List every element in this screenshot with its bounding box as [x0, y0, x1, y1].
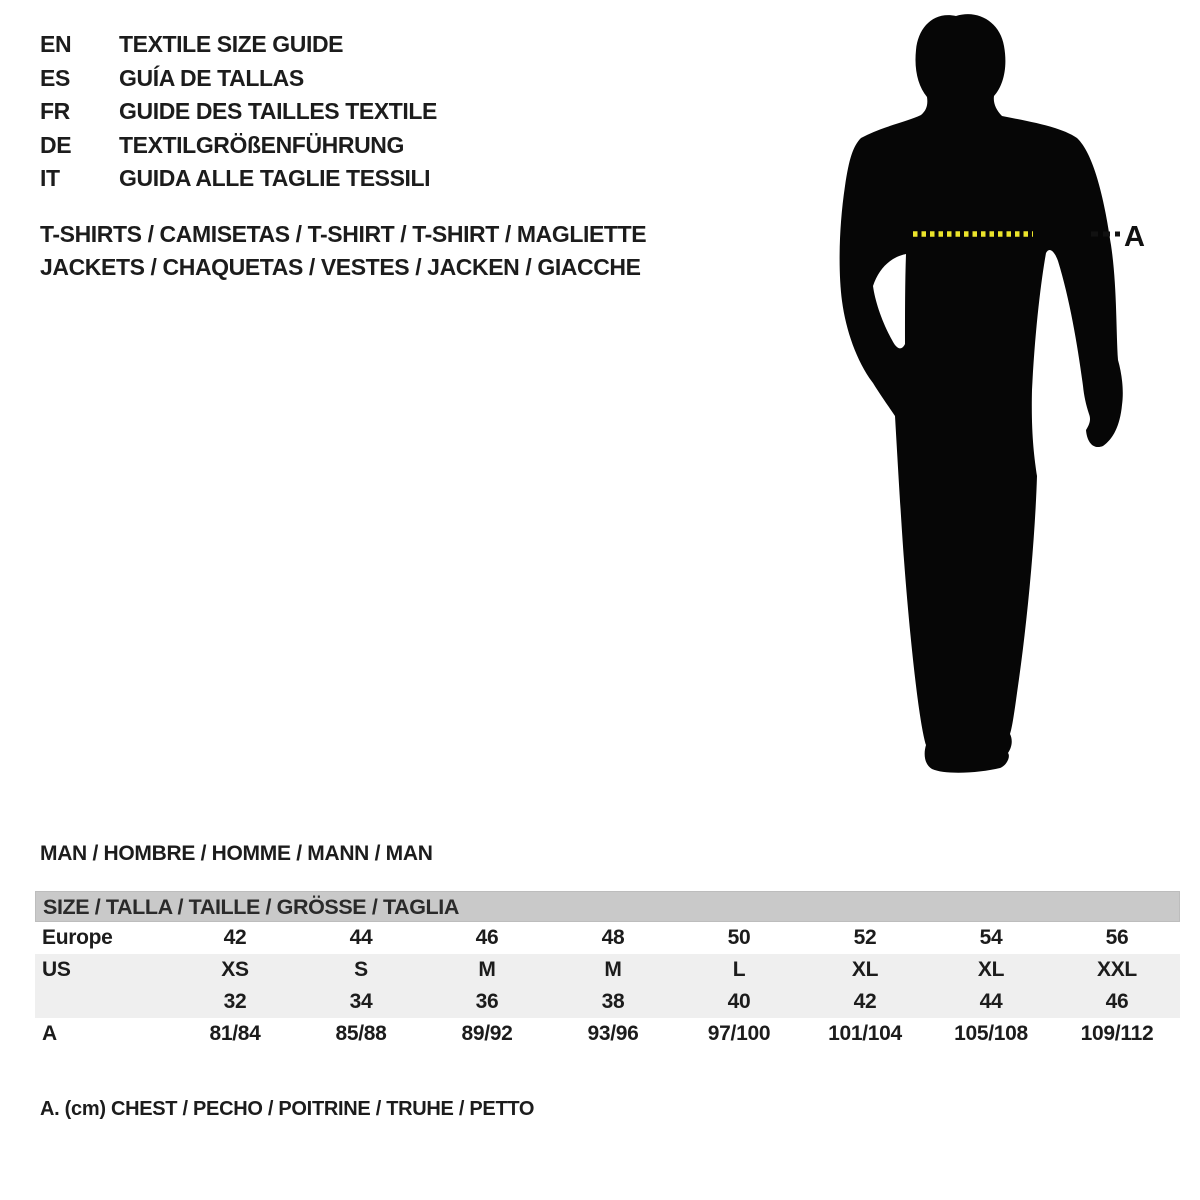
size-value: XL	[851, 958, 879, 981]
size-value: 101/104	[828, 1022, 902, 1045]
table-row	[35, 1018, 1180, 1050]
size-value: 36	[475, 990, 499, 1013]
language-code: ES	[40, 64, 70, 91]
size-table	[35, 891, 1180, 1050]
language-code: DE	[40, 131, 72, 158]
table-row	[35, 922, 1180, 954]
size-value: 89/92	[461, 1022, 513, 1045]
size-value: 93/96	[587, 1022, 639, 1045]
size-value: 40	[727, 990, 751, 1013]
size-value: M	[478, 958, 496, 981]
size-value: 34	[349, 990, 373, 1013]
size-value: 46	[475, 926, 499, 949]
size-value: 81/84	[209, 1022, 261, 1045]
size-value: 42	[853, 990, 877, 1013]
size-value: 85/88	[335, 1022, 387, 1045]
size-value: XL	[977, 958, 1005, 981]
language-title: GUIDE DES TAILLES TEXTILE	[119, 98, 437, 125]
measure-label-a: A	[1124, 221, 1145, 253]
size-value: 38	[601, 990, 625, 1013]
section-title-man: MAN / HOMBRE / HOMME / MANN / MAN	[40, 842, 433, 865]
size-value: 56	[1105, 926, 1129, 949]
size-value: 105/108	[954, 1022, 1028, 1045]
row-label: A	[42, 1022, 57, 1045]
category-line-tshirts: T-SHIRTS / CAMISETAS / T-SHIRT / T-SHIRT / MAGLIETTE	[40, 221, 647, 247]
language-row	[40, 28, 437, 62]
garment-categories	[40, 221, 646, 287]
language-row	[40, 62, 437, 96]
row-label: Europe	[42, 926, 113, 949]
man-silhouette-figure	[820, 0, 1200, 800]
category-line-jackets: JACKETS / CHAQUETAS / VESTES / JACKEN / GIACCHE	[40, 254, 641, 280]
language-title: TEXTILE SIZE GUIDE	[119, 31, 344, 58]
size-value: 44	[349, 926, 373, 949]
size-value: 44	[979, 990, 1003, 1013]
size-value: 32	[223, 990, 247, 1013]
size-value: M	[604, 958, 622, 981]
language-code: IT	[40, 165, 60, 192]
language-list	[40, 28, 437, 196]
language-title: TEXTILGRÖßENFÜHRUNG	[119, 131, 404, 158]
man-silhouette	[840, 14, 1123, 773]
size-table-rows	[35, 922, 1180, 1050]
language-title: GUÍA DE TALLAS	[119, 64, 304, 91]
measurement-footnote: A. (cm) CHEST / PECHO / POITRINE / TRUHE / PETTO	[40, 1098, 535, 1120]
size-value: 109/112	[1080, 1022, 1154, 1045]
language-code: EN	[40, 31, 72, 58]
size-value: 50	[727, 926, 751, 949]
size-value: 54	[979, 926, 1003, 949]
size-value: 46	[1105, 990, 1129, 1013]
size-value: 42	[223, 926, 247, 949]
size-value: S	[354, 958, 368, 981]
size-value: 48	[601, 926, 625, 949]
size-value: L	[732, 958, 746, 981]
language-row	[40, 162, 437, 196]
size-value: 52	[853, 926, 877, 949]
language-row	[40, 129, 437, 163]
table-row	[35, 954, 1180, 986]
language-row	[40, 95, 437, 129]
size-table-header: SIZE / TALLA / TAILLE / GRÖSSE / TAGLIA	[35, 891, 1180, 922]
table-row	[35, 986, 1180, 1018]
language-code: FR	[40, 98, 70, 125]
row-label: US	[42, 958, 71, 981]
size-value: XXL	[1097, 958, 1137, 981]
size-value: 97/100	[707, 1022, 771, 1045]
size-value: XS	[221, 958, 249, 981]
language-title: GUIDA ALLE TAGLIE TESSILI	[119, 165, 431, 192]
